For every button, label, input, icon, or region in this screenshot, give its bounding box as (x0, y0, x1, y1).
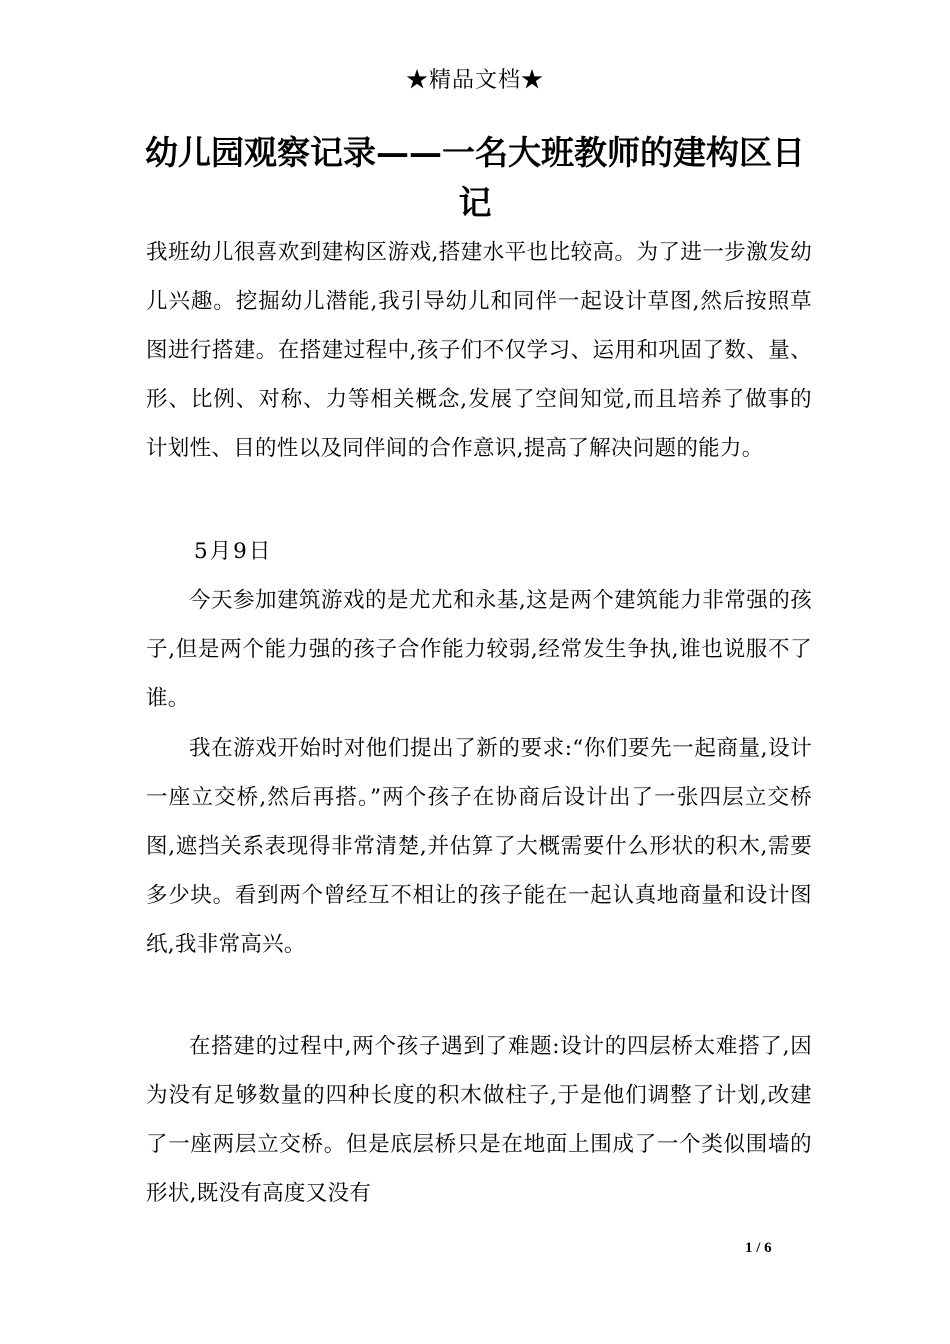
document-header: ★精品文档★ (405, 68, 544, 93)
body-paragraph-3: 在搭建的过程中,两个孩子遇到了难题:设计的四层桥太难搭了,因为没有足够数量的四种长度的积木做柱子,于是他们调整了计划,改建了一座两层立交桥。但是底层桥只是在地面上围成了一个类似围墙的形状,既没有高度又没有 (146, 1034, 812, 1206)
intro-paragraph: 我班幼儿很喜欢到建构区游戏,搭建水平也比较高。为了进一步激发幼儿兴趣。挖掘幼儿潜能,我引导幼儿和同伴一起设计草图,然后按照草图进行搭建。在搭建过程中,孩子们不仅学习、运用和巩固了数、量、形、比例、对称、力等相关概念,发展了空间知觉,而且培养了做事的计划性、目的性以及同伴间的合作意识,提高了解决问题的能力。 (146, 240, 812, 461)
document-title: 幼儿园观察记录——一名大班教师的建构区日记 (145, 133, 805, 222)
body-paragraph-2: 我在游戏开始时对他们提出了新的要求:“你们要先一起商量,设计一座立交桥,然后再搭。”两个孩子在协商后设计出了一张四层立交桥图,遮挡关系表现得非常清楚,并估算了大概需要什么形状的积木,需要多少块。看到两个曾经互不相让的孩子能在一起认真地商量和设计图纸,我非常高兴。 (146, 736, 812, 957)
page-indicator: 1 / 6 (745, 1240, 772, 1256)
body-paragraph-1: 今天参加建筑游戏的是尤尤和永基,这是两个建筑能力非常强的孩子,但是两个能力强的孩子合作能力较弱,经常发生争执,谁也说服不了谁。 (146, 588, 812, 711)
entry-date: 5月9日 (194, 539, 273, 564)
